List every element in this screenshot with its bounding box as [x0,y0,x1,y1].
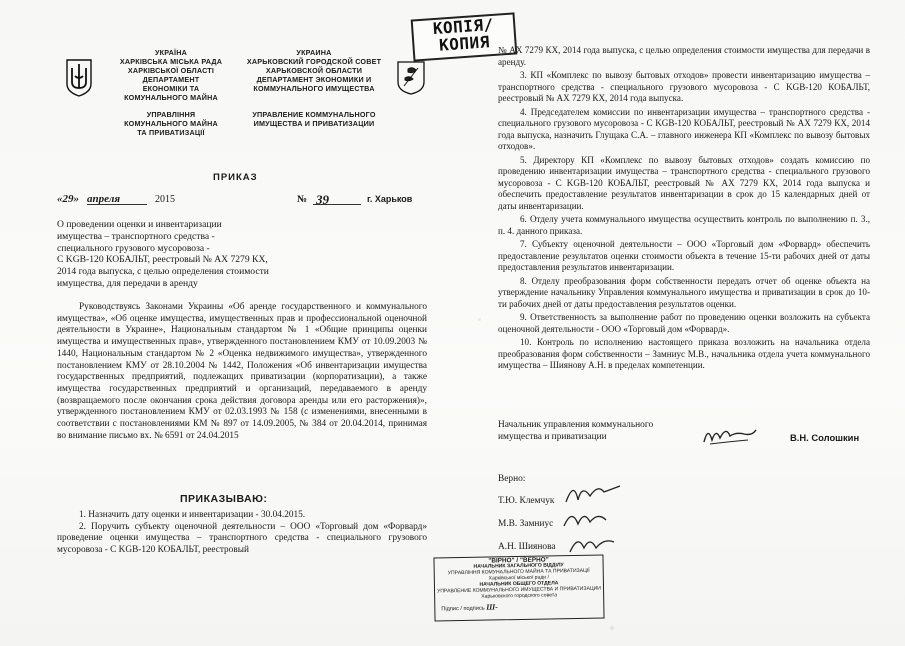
subject-line: специального грузового мусоровоза - [57,242,210,254]
verno-label: Верно: [498,474,526,484]
scan-dot [478,318,481,321]
header-ru-line: ХАРЬКОВСКИЙ ГОРОДСКОЙ СОВЕТ [246,57,382,66]
header-ru-line: ХАРЬКОВСКОЙ ОБЛАСТИ [265,66,363,75]
header-ru-line: ДЕПАРТАМЕНТ ЭКОНОМИКИ И [256,75,372,84]
subject-line: имущества – транспортного средства - [57,230,215,242]
header-ukrainian [96,48,246,137]
subject-line: 2014 года выпуска, с целью определения стоимости [57,266,269,278]
header-ru-sub: ИМУЩЕСТВА И ПРИВАТИЗАЦИИ [253,119,375,128]
subject-line: О проведении оценки и инвентаризации [57,219,222,230]
header-ru-line: УКРАИНА [296,48,332,57]
header-russian [234,48,394,128]
signatory-position-line: Начальник управления коммунального [498,420,654,430]
order-item: 6. Отделу учета коммунального имущества осуществить контроль по выполнению п. 3., п. 4. данного приказа. [498,214,870,236]
verno-signatures [560,478,630,558]
date-line [57,194,437,208]
order-item: 4. Председателем комиссии по инвентаризации имущества – транспортного средства - специального грузового мусоровоза - С KGB-120 КОБАЛЬТ, реестровый № АХ 7279 КХ, 2014 года выпуска, назначить Глущака С.А. – главного инженера КП «Комплекс по вывозу бытовых отходов». [498,106,870,151]
signatory-name: В.Н. Солошкин [790,432,860,443]
header-ua-sub: КОМУНАЛЬНОГО МАЙНА [124,119,218,128]
city: г. Харьков [367,194,413,204]
verno-name: Т.Ю. Клемчук [498,496,555,506]
document-title: ПРИКАЗ [213,172,258,183]
date-year: 2015 [155,194,175,205]
preamble-text: Руководствуясь Законами Украины «Об аренде государственного и коммунального имущества», «Об оценке имущества, имущественных прав и профессиональной оценочной деятельности в Украине», Национальным стандартом № 1 «Общие принципы оценки имущества и имущественных прав», утвержденного постановлением КМУ от 10.09.2003 № 1440, Национальным стандартом № 2 «Оценка недвижимого имущества», утвержденного постановлением КМУ от 28.10.2004 № 1442, Положения «Об инвентаризации имущества государственных предприятий, подлежащих приватизации (корпоратизации), а также имущества государственных предприятий и организаций, передаваемого в аренду (возвращаемого после окончания срока действия договора аренды или его расторжения)», утвержденного постановлением КМУ от 02.03.1993 № 158 (с изменениями, внесенными в соответствии с постановлениями КМ № 897 от 14.09.2005, № 384 от 20.04.2014, принимая во внимание письмо вх. № 6591 от 24.04.2015 [57,302,427,441]
number-label: № [297,194,308,205]
order-item: 9. Ответственность за выполнение работ по проведению оценки возложить на субъекта оценочной деятельности - ООО «Торговый дом «Форвард». [498,312,870,334]
preamble [57,302,427,442]
order-item: 7. Субъекту оценочной деятельности – ООО «Торговый дом «Форвард» обеспечить предоставление результатов оценки стоимости объекта в течение 15-ти рабочих дней от даты предоставления результатов инвентаризации. [498,239,870,272]
header-ua-sub: УПРАВЛІННЯ [146,110,196,119]
order-item: 1. Назначить дату оценки и инвентаризации - 30.04.2015. [79,510,306,520]
signature-scribble [700,422,760,450]
header-ua-line: ЕКОНОМІКИ ТА [142,84,200,93]
order-item-continued: № АХ 7279 КХ, 2014 года выпуска, с целью определения стоимости имущества для передачи в аренду. [498,45,870,67]
coat-of-arms-emblem [64,58,94,98]
order-item: 8. Отделу преобразования форм собственности передать отчет об оценке объекта на утверждение начальнику Управления коммунального имущества и приватизации в срок до 10-ти рабочих дней от даты предоставления результатов оценки. [498,275,870,309]
verno-name: М.В. Замниус [498,519,554,529]
order-items-right [498,45,870,374]
header-ua-line: ДЕПАРТАМЕНТ [142,75,200,84]
header-ua-sub: ТА ПРИВАТИЗАЦІЇ [137,128,205,137]
scan-dot [610,626,614,630]
header-ua-line: ХАРКІВСЬКОЇ ОБЛАСТІ [127,66,215,75]
order-item: 3. КП «Комплекс по вывозу бытовых отходов» провести инвентаризацию имущества – транспортного средства - специального грузового мусоровоза - С KGB-120 КОБАЛЬТ, реестровый № АХ 7279 КХ, 2014 года выпуска. [498,70,870,103]
date-day: «29» [57,193,79,205]
orders-heading: ПРИКАЗЫВАЮ: [180,493,268,505]
order-item: 10. Контроль по исполнению настоящего приказа возложить на начальника отдела преобразования форм собственности – Замниус М.В., начальника отдела учета коммунального имущества – Шиянову А.Н. в пределах компетенции. [498,337,870,370]
header-ua-line: ХАРКІВСЬКА МІСЬКА РАДА [119,57,223,66]
subject-line: имущества, для передачи в аренду [57,277,198,289]
order-item: 5. Директору КП «Комплекс по вывозу бытовых отходов» создать комиссию по проведению инвентаризации имущества – транспортного средства - специального грузового мусоровоза - С KGB-120 КОБАЛЬТ, реестровый № АХ 7279 КХ, 2014 года выпуска и обеспечить предоставление результатов инвентаризации в срок до 15 календарных дней от даты инвентаризации. [498,154,870,211]
order-item: 2. Поручить субъекту оценочной деятельности – ООО «Торговый дом «Форвард» проведение оценки имущества – транспортного средства - специального грузового мусоровоза - С KGB-120 КОБАЛЬТ, реестровый [57,521,427,556]
header-ru-sub: УПРАВЛЕНИЕ КОММУНАЛЬНОГО [252,110,376,119]
doc-number: 39 [316,192,329,207]
subject-line: С KGB-120 КОБАЛЬТ, реестровый № АХ 7279 КХ, [57,254,268,266]
copy-stamp: КОПІЯ/ КОПИЯ [411,12,518,61]
order-items-left [57,510,427,557]
header-ua-line: КОМУНАЛЬНОГО МАЙНА [124,93,218,102]
official-stamp: "ВІРНО" / "ВЕРНО" НАЧАЛЬНИК ЗАГАЛЬНОГО ВІДДІЛУ УПРАВЛІННЯ КОМУНАЛЬНОГО МАЙНА ТА ПРИВАТИЗАЦІЇ Харківської міської ради / НАЧАЛЬНИК ОБЩЕГО ОТДЕЛА УПРАВЛЕНИЕ КОММУНАЛЬНОГО ИМУЩЕСТВА И ПРИВАТИЗАЦИИ Харьковского городского совета Підпис / подпись Ш- [433,555,604,622]
date-month: апреля [87,193,121,205]
header-ua-line: УКРАЇНА [155,48,187,57]
verno-name: А.Н. Шиянова [498,542,556,552]
header-ru-line: КОММУНАЛЬНОГО ИМУЩЕСТВА [253,84,375,93]
signatory-position-line: имущества и приватизации [498,431,607,442]
city-emblem [396,60,426,96]
order-subject [57,219,302,290]
